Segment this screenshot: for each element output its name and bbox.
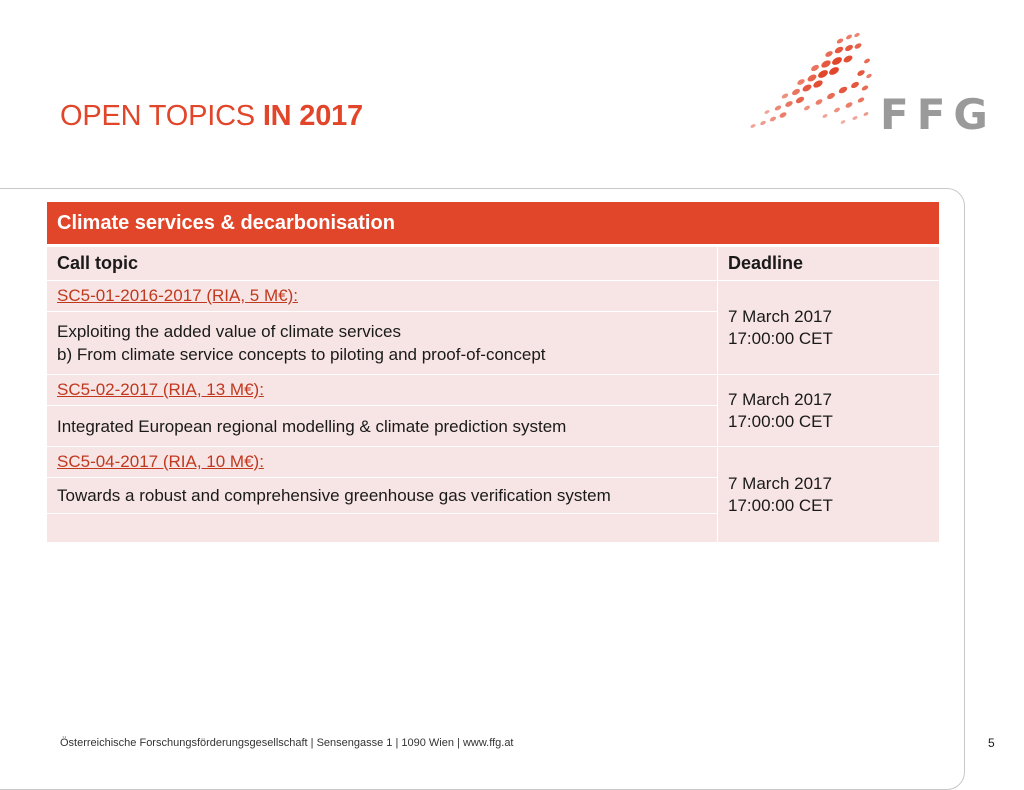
topic-description-line: b) From climate service concepts to piloting and proof-of-concept [57, 345, 546, 364]
logo-dot [845, 34, 853, 41]
logo-dot [838, 85, 849, 94]
logo-dot [784, 100, 793, 108]
logo-dot [812, 79, 824, 89]
logo-dot [795, 95, 805, 104]
logo-dot [842, 54, 853, 64]
ffg-swoosh-icon [745, 28, 875, 133]
logo-dot [828, 66, 841, 77]
deadline-time: 17:00:00 CET [728, 495, 833, 515]
logo-dot [836, 37, 844, 44]
logo-dot [801, 83, 812, 93]
logo-dot [863, 58, 871, 65]
topic-code-link[interactable]: SC5-04-2017 (RIA, 10 M€): [57, 452, 264, 471]
topic-description [47, 406, 718, 447]
deadline-date: 7 March 2017 [728, 389, 832, 409]
logo-dot [764, 109, 770, 114]
logo-dot [803, 105, 811, 112]
logo-dot [774, 104, 782, 111]
deadline-cell [718, 281, 940, 375]
topic-code-cell [47, 281, 718, 312]
topic-code-cell [47, 375, 718, 406]
topic-description [47, 312, 718, 375]
deadline-cell [718, 375, 940, 447]
logo-dot [815, 98, 824, 106]
logo-dot [834, 45, 845, 54]
deadline-date: 7 March 2017 [728, 306, 832, 326]
logo-dot [866, 73, 873, 79]
topics-table [46, 201, 940, 543]
topic-description-line: Exploiting the added value of climate services [57, 322, 401, 341]
topic-code-link[interactable]: SC5-01-2016-2017 (RIA, 5 M€): [57, 286, 298, 305]
logo-dot [806, 73, 817, 83]
topic-description [47, 478, 718, 514]
topic-description-line: Integrated European regional modelling & climate prediction system [57, 416, 567, 436]
table-spacer [47, 514, 718, 543]
logo-dot [833, 107, 841, 114]
deadline-date: 7 March 2017 [728, 473, 832, 493]
logo-dot [826, 92, 836, 101]
ffg-logo-text: FFG [880, 90, 996, 139]
deadline-time: 17:00:00 CET [728, 328, 833, 348]
logo-dot [822, 113, 828, 118]
logo-dot [791, 88, 801, 97]
page-number: 5 [988, 736, 995, 750]
slide-title [60, 100, 363, 133]
logo-dot [820, 59, 832, 69]
logo-dot [861, 84, 869, 91]
deadline-time: 17:00:00 CET [728, 411, 833, 431]
title-bold: IN 2017 [262, 100, 363, 132]
logo-dot [781, 92, 789, 99]
footer-text: Österreichische Forschungsförderungsgesellschaft | Sensengasse 1 | 1090 Wien | www.ffg.at [60, 737, 514, 749]
table-row [47, 447, 940, 478]
logo-dot [856, 69, 865, 77]
column-header-call-topic: Call topic [47, 246, 718, 281]
logo-dot [844, 44, 854, 53]
topic-code-cell [47, 447, 718, 478]
logo-dot [863, 111, 869, 116]
table-row [47, 375, 940, 406]
logo-dot [845, 101, 854, 109]
logo-dot [831, 56, 844, 67]
logo-dot [796, 78, 805, 86]
section-heading: Climate services & decarbonisation [47, 202, 940, 246]
logo-dot [857, 96, 865, 103]
topic-code-link[interactable]: SC5-02-2017 (RIA, 13 M€): [57, 380, 264, 399]
topic-description-line: Towards a robust and comprehensive greenhouse gas verification system [57, 486, 611, 505]
logo-dot [854, 42, 863, 50]
logo-dot [779, 111, 788, 119]
logo-dot [817, 69, 830, 80]
logo-dot [854, 32, 861, 38]
logo-dot [824, 50, 833, 58]
logo-dot [840, 120, 846, 125]
logo-dot [750, 123, 756, 128]
logo-dot [810, 64, 820, 73]
table-row [47, 281, 940, 312]
logo-dot [850, 81, 860, 90]
deadline-cell [718, 447, 940, 543]
logo-dot [769, 116, 777, 123]
column-header-deadline: Deadline [718, 246, 940, 281]
logo-dot [852, 115, 858, 120]
logo-dot [760, 120, 767, 126]
title-regular: OPEN TOPICS [60, 100, 263, 132]
